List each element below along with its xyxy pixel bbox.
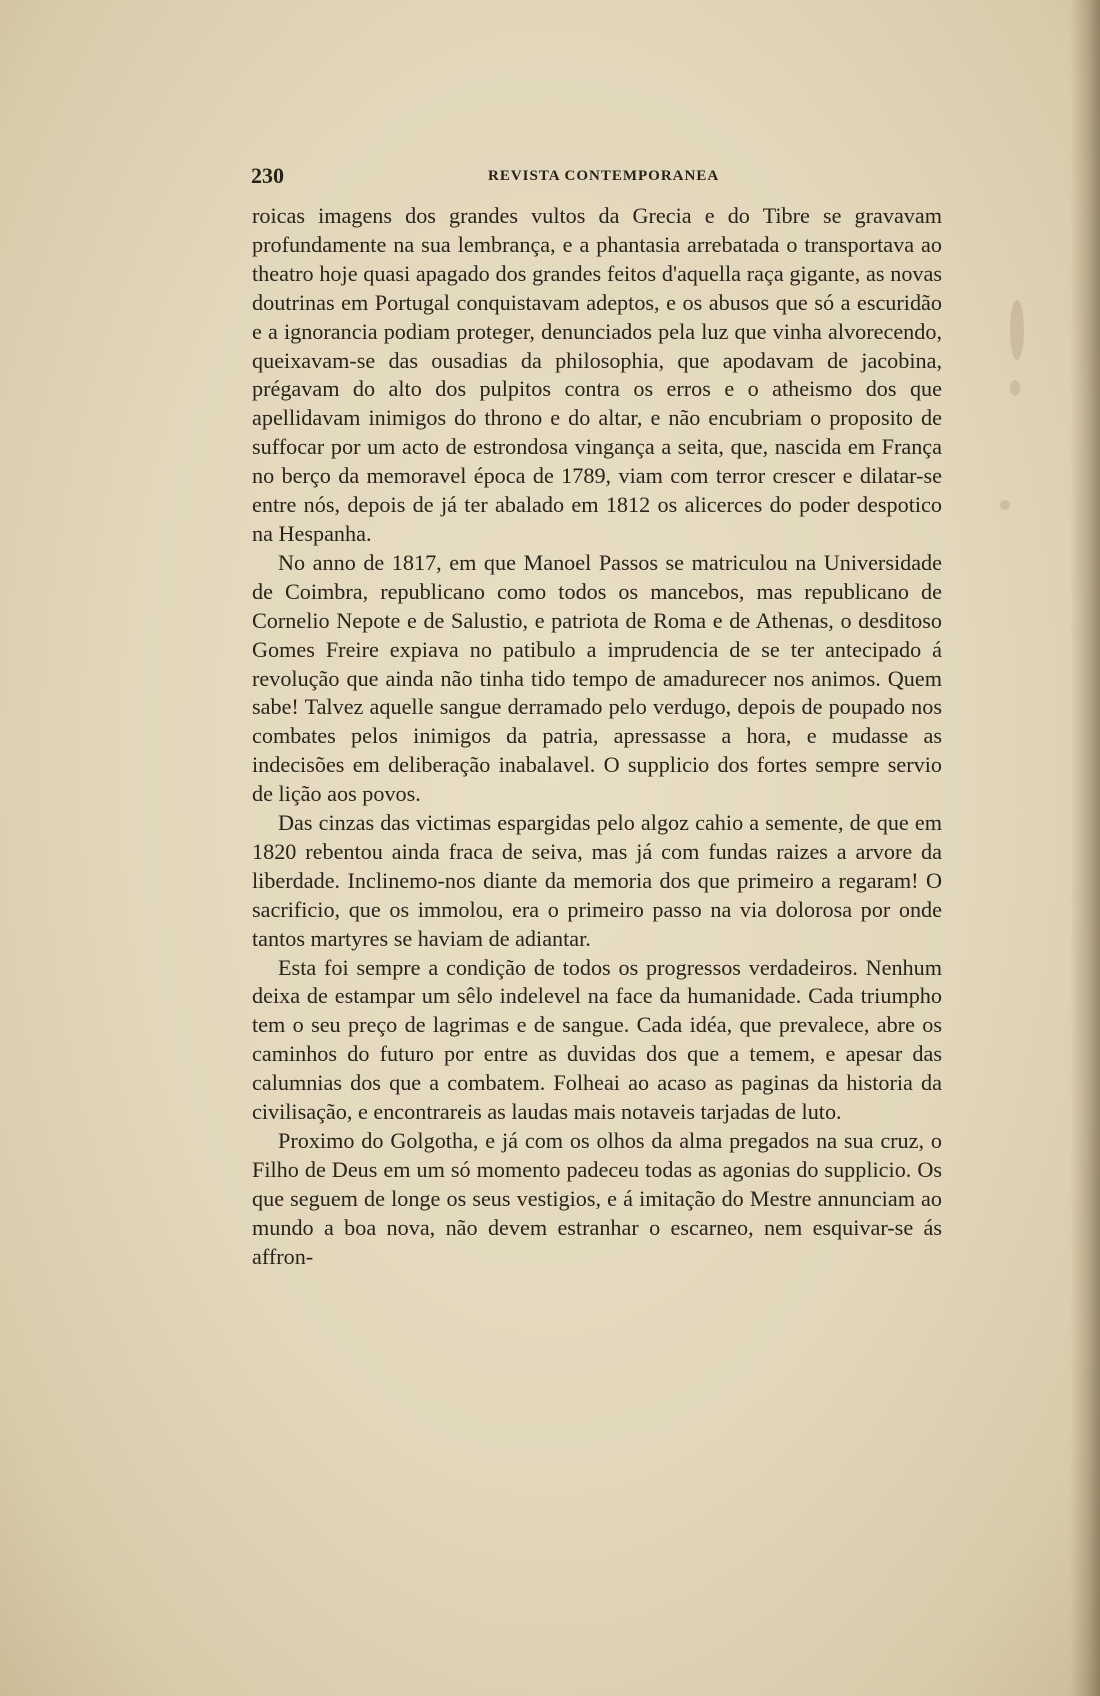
paragraph: Esta foi sempre a condição de todos os progressos verdadeiros. Nenhum deixa de estampar um sêlo indelevel na face da humanidade. Cada triumpho tem o seu preço de lagrimas e de sangue. Cada idéa, que prevalece, abre os caminhos do futuro por entre as duvidas dos que a temem, e apesar das calumnias dos que a combatem. Folheai ao acaso as paginas da historia da civilisação, e encontrareis as laudas mais notaveis tarjadas de luto. (252, 954, 942, 1125)
paragraph: Das cinzas das victimas espargidas pelo algoz cahio a semente, de que em 1820 rebentou ainda fraca de seiva, mas já com fundas raizes a arvore da liberdade. Inclinemo-nos diante da memoria dos que primeiro a regaram! O sacrificio, que os immolou, era o primeiro passo na via dolorosa por onde tantos martyres se haviam de adiantar. (252, 810, 942, 951)
paragraph: roicas imagens dos grandes vultos da Grecia e do Tibre se gravavam profundamente na sua lembrança, e a phantasia arrebatada o transportava ao theatro hoje quasi apagado dos grandes feitos d'aquella raça gigante, as novas doutrinas em Portugal conquistavam adeptos, e os abusos que só a escuridão e a ignorancia podiam proteger, denunciados pela luz que vinha alvorecendo, queixavam-se das ousadias da philosophia, que apodavam de jacobina, prégavam do alto dos pulpitos contra os erros e o atheismo dos que apellidavam inimigos do throno e do altar, e não encubriam o proposito de suffocar por um acto de estrondosa vingança a seita, que, nascida em França no berço da memoravel época de 1789, viam com terror crescer e dilatar-se entre nós, depois de já ter abalado em 1812 os alicerces do poder despotico na Hespanha. (252, 203, 942, 546)
page-number: 230 (251, 163, 284, 188)
running-title: REVISTA CONTEMPORANEA (488, 168, 720, 184)
page-header (251, 163, 941, 187)
paper-stain (1010, 380, 1020, 396)
body-text (252, 202, 942, 1272)
page-edge-shadow (1070, 0, 1100, 1696)
paragraph: Proximo do Golgotha, e já com os olhos da alma pregados na sua cruz, o Filho de Deus em um só momento padeceu todas as agonias do supplicio. Os que seguem de longe os seus vestigios, e á imitação do Mestre annunciam ao mundo a boa nova, não devem estranhar o escarneo, nem esquivar-se ás affron- (252, 1128, 942, 1269)
paper-stain (1000, 500, 1010, 510)
paragraph: No anno de 1817, em que Manoel Passos se matriculou na Universidade de Coimbra, republicano como todos os mancebos, mas republicano de Cornelio Nepote e de Salustio, e patriota de Roma e de Athenas, o desditoso Gomes Freire expiava no patibulo a imprudencia de se ter antecipado á revolução que ainda não tinha tido tempo de amadurecer nos animos. Quem sabe! Talvez aquelle sangue derramado pelo verdugo, depois de poupado nos combates pelos inimigos da patria, apressasse a hora, e mudasse as indecisões em deliberação inabalavel. O supplicio dos fortes sempre servio de lição aos povos. (252, 549, 942, 807)
paper-stain (1010, 300, 1024, 360)
